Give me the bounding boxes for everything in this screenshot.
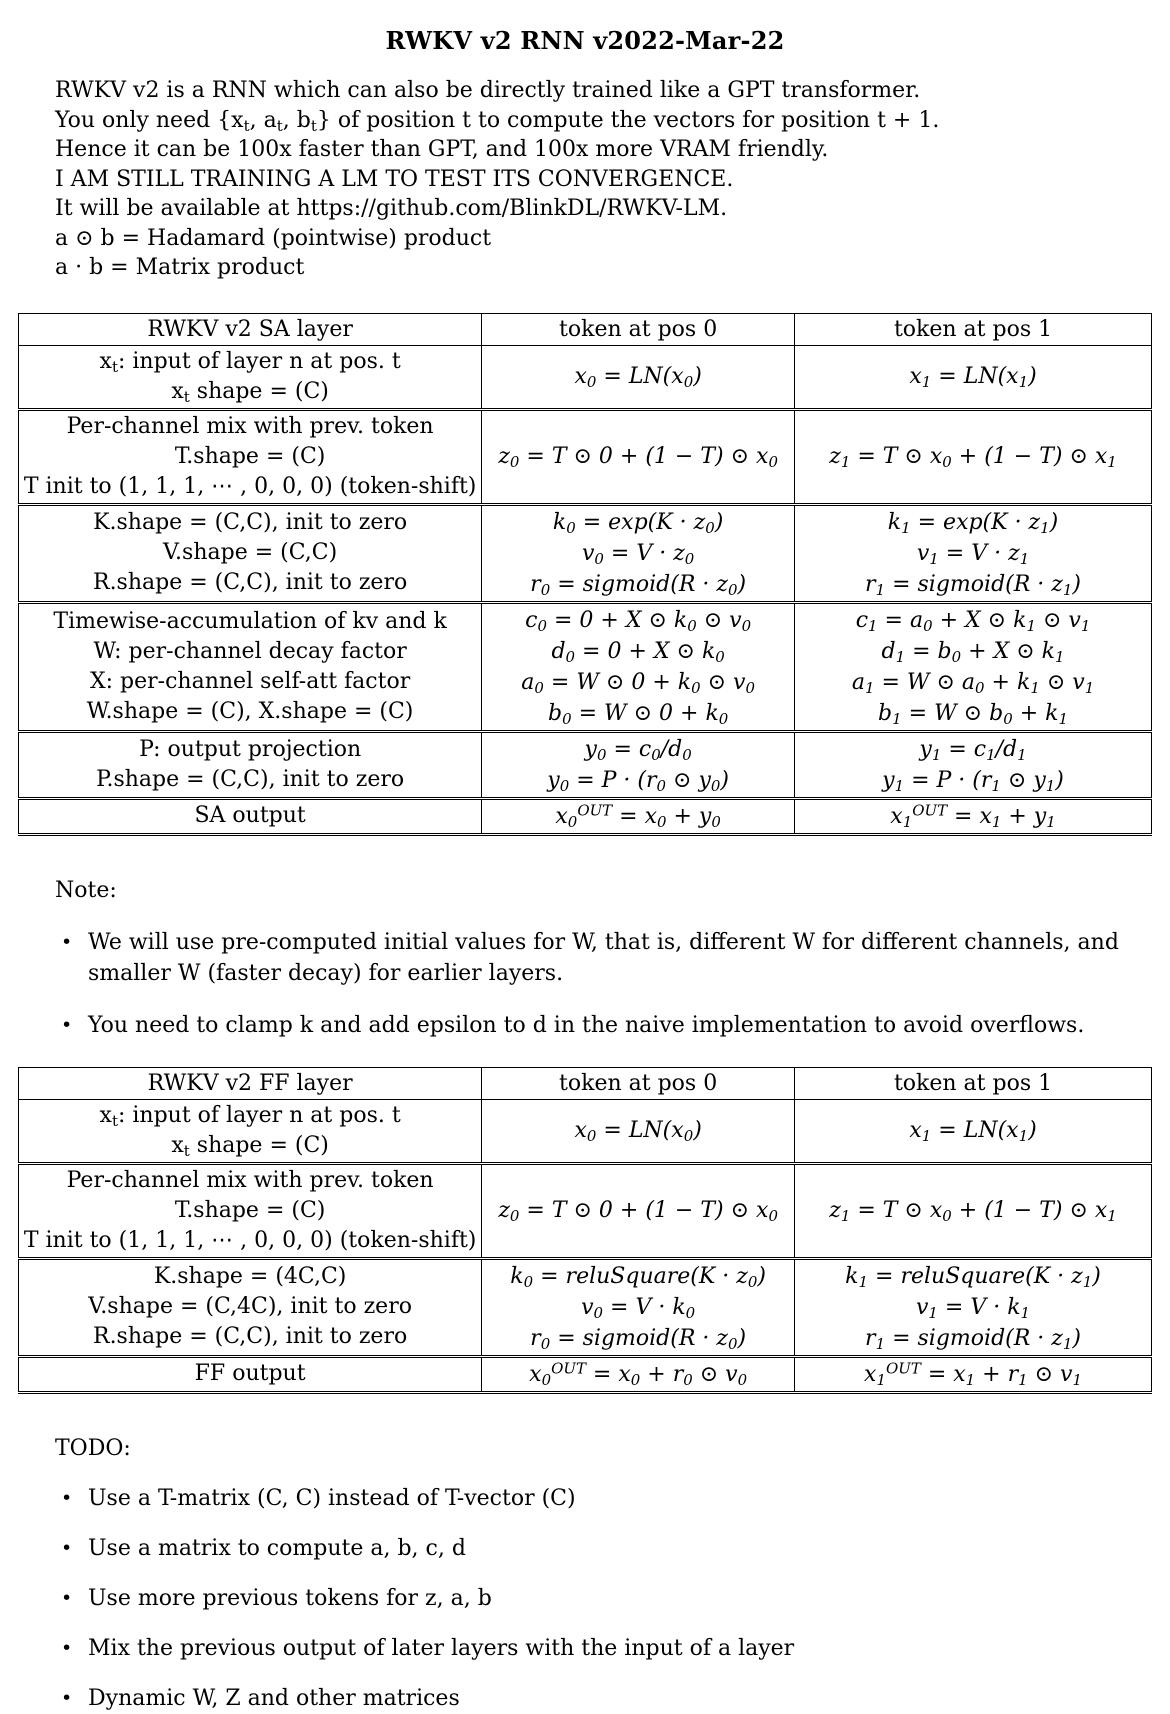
formula-cell	[482, 1163, 795, 1258]
header-cell-sa-layer: RWKV v2 SA layer	[19, 313, 482, 345]
formula-cell	[795, 409, 1152, 504]
formula-line: $a_1 = W$ ⊙ $a_0 + k_1$ ⊙ $v_1$	[851, 669, 1095, 697]
formula-line: $d_0 = 0 + X$ ⊙ $k_0$	[551, 638, 725, 666]
formula-line: $x_1^{OUT} = x_1 + y_1$	[890, 801, 1056, 831]
intro-line-matrix-def: a · b = Matrix product	[55, 255, 305, 280]
availability-text: It will be available at	[55, 196, 297, 221]
todo-bullet: • Use more previous tokens for z, a, b	[88, 1583, 1120, 1614]
desc-line: T init to (1, 1, 1, ⋯ , 0, 0, 0) (token-shift)	[23, 1227, 477, 1253]
formula-line: $k_0$ = reluSquare(K · $z_0$)	[510, 1263, 766, 1291]
formula-line: $v_0 = V \cdot z_0$	[581, 540, 695, 568]
desc-line: $x_t$ shape = (C)	[171, 378, 329, 406]
formula-line: $b_1 = W$ ⊙ $b_0 + k_1$	[878, 700, 1068, 728]
formula-line: $x_0 = LN(x_0)$	[574, 1118, 702, 1146]
todo-bullet: • Use a matrix to compute a, b, c, d	[88, 1533, 1120, 1564]
formula-line: $x_0^{OUT} = x_0 + y_0$	[555, 801, 721, 831]
desc-cell	[19, 345, 482, 409]
availability-period: .	[720, 196, 728, 221]
formula-line: $r_0$ = sigmoid(R · $z_0$)	[530, 1325, 747, 1353]
header-cell-pos1: token at pos 1	[795, 1067, 1152, 1099]
formula-line: $y_1 = P \cdot (r_1$ ⊙ $y_1$)	[882, 767, 1064, 795]
intro-line-hadamard-def: a ⊙ b = Hadamard (pointwise) product	[55, 225, 492, 251]
note-bullet: • We will use pre-computed initial values for W, that is, different W for different channels, and smaller W (faster decay) for earlier layers.	[88, 927, 1120, 989]
desc-line: Per-channel mix with prev. token	[66, 413, 434, 439]
desc-line: W: per-channel decay factor	[93, 638, 407, 664]
formula-line: $v_0 = V \cdot k_0$	[581, 1294, 696, 1322]
formula-line: $v_1 = V \cdot z_1$	[916, 540, 1030, 568]
formula-cell	[482, 1258, 795, 1356]
intro-paragraph	[55, 76, 1170, 283]
desc-line: P.shape = (C,C), init to zero	[96, 766, 405, 792]
desc-cell	[19, 1258, 482, 1356]
desc-line: R.shape = (C,C), init to zero	[93, 570, 408, 595]
note-bullet: • You need to clamp k and add epsilon to d in the naive implementation to avoid overflows.	[88, 1010, 1120, 1041]
formula-line: $c_1 = a_0 + X$ ⊙ $k_1$ ⊙ $v_1$	[855, 607, 1091, 635]
formula-cell	[482, 345, 795, 409]
formula-line: $d_1 = b_0 + X$ ⊙ $k_1$	[881, 638, 1065, 666]
intro-line: I AM STILL TRAINING A LM TO TEST ITS CONVERGENCE.	[55, 166, 734, 192]
header-cell-pos1: token at pos 1	[795, 313, 1152, 345]
formula-line: $x_1 = LN(x_1)$	[909, 364, 1037, 392]
desc-line: K.shape = (C,C), init to zero	[93, 510, 408, 535]
table-row-kvr	[19, 504, 1152, 602]
header-cell-pos0: token at pos 0	[482, 1067, 795, 1099]
formula-cell	[795, 1163, 1152, 1258]
table-header-row	[19, 313, 1152, 345]
formula-cell	[482, 409, 795, 504]
table-row-ff-output	[19, 1356, 1152, 1392]
table-row-token-mix	[19, 409, 1152, 504]
desc-cell	[19, 1163, 482, 1258]
desc-line: $x_t$: input of layer n at pos. t	[99, 348, 401, 376]
desc-line: T.shape = (C)	[174, 443, 326, 469]
formula-cell	[795, 731, 1152, 798]
formula-cell	[482, 504, 795, 602]
todo-list	[88, 1483, 1120, 1714]
formula-cell	[482, 731, 795, 798]
formula-line: $x_1 = LN(x_1)$	[909, 1118, 1037, 1146]
table-row-token-mix	[19, 1163, 1152, 1258]
desc-cell	[19, 409, 482, 504]
intro-line: Hence it can be 100x faster than GPT, and 100x more VRAM friendly.	[55, 137, 829, 162]
ff-layer-table	[18, 1067, 1152, 1394]
table-row-input	[19, 1099, 1152, 1163]
formula-cell	[795, 1356, 1152, 1392]
desc-line: Per-channel mix with prev. token	[66, 1167, 434, 1193]
intro-line: You only need {$x_t$, $a_t$, $b_t$} of position t to compute the vectors for position t + 1.	[55, 107, 940, 135]
formula-cell	[795, 1099, 1152, 1163]
formula-cell	[795, 798, 1152, 834]
table-header-row	[19, 1067, 1152, 1099]
todo-bullet: • Dynamic W, Z and other matrices	[88, 1683, 1120, 1714]
formula-cell	[482, 798, 795, 834]
desc-cell	[19, 602, 482, 731]
desc-line: X: per-channel self-att factor	[89, 668, 411, 694]
desc-line: R.shape = (C,C), init to zero	[93, 1324, 408, 1349]
desc-line: T init to (1, 1, 1, ⋯ , 0, 0, 0) (token-shift)	[23, 473, 477, 499]
desc-line: T.shape = (C)	[174, 1197, 326, 1223]
formula-line: $x_0^{OUT} = x_0 + r_0$ ⊙ $v_0$	[529, 1359, 748, 1389]
desc-cell	[19, 731, 482, 798]
formula-line: $y_0 = c_0/d_0$	[584, 736, 692, 764]
formula-line: $z_1 = T$ ⊙ $x_0 + (1 - T)$ ⊙ $x_1$	[829, 444, 1117, 472]
formula-cell	[795, 1258, 1152, 1356]
formula-line: $x_0 = LN(x_0)$	[574, 364, 702, 392]
formula-line: $y_1 = c_1/d_1$	[919, 736, 1027, 764]
desc-line: $x_t$: input of layer n at pos. t	[99, 1102, 401, 1130]
table-row-kvr	[19, 1258, 1152, 1356]
note-list	[88, 927, 1120, 1041]
formula-line: $r_1$ = sigmoid(R · $z_1$)	[865, 1325, 1081, 1353]
note-heading: Note:	[55, 877, 117, 903]
desc-line: Timewise-accumulation of kv and k	[53, 608, 447, 634]
todo-bullet: • Mix the previous output of later layers with the input of a layer	[88, 1633, 1120, 1664]
formula-cell	[795, 504, 1152, 602]
formula-line: $x_1^{OUT} = x_1 + r_1$ ⊙ $v_1$	[864, 1359, 1082, 1389]
table-row-timewise	[19, 602, 1152, 731]
desc-line: SA output	[194, 803, 306, 828]
desc-line: W.shape = (C), X.shape = (C)	[86, 698, 414, 724]
formula-line: $b_0 = W$ ⊙ $0 + k_0$	[547, 700, 729, 728]
desc-line: V.shape = (C,C)	[163, 540, 338, 565]
formula-line: $k_1$ = reluSquare(K · $z_1$)	[845, 1263, 1101, 1291]
formula-line: $z_1 = T$ ⊙ $x_0 + (1 - T)$ ⊙ $x_1$	[829, 1198, 1117, 1226]
formula-line: $k_1 = \exp(K \cdot z_1)$	[887, 509, 1059, 537]
desc-cell	[19, 504, 482, 602]
formula-line: $y_0 = P \cdot (r_0$ ⊙ $y_0$)	[547, 767, 729, 795]
intro-line-availability	[55, 194, 1170, 224]
intro-line: RWKV v2 is a RNN which can also be directly trained like a GPT transformer.	[55, 78, 921, 103]
formula-cell	[482, 602, 795, 731]
desc-cell	[19, 1356, 482, 1392]
formula-cell	[482, 1356, 795, 1392]
table-row-projection	[19, 731, 1152, 798]
formula-line: $r_0$ = sigmoid(R · $z_0$)	[530, 571, 747, 599]
page-title: RWKV v2 RNN v2022-Mar-22	[385, 26, 785, 55]
formula-line: $z_0 = T$ ⊙ 0 + (1 − T) ⊙ $x_0$	[498, 1198, 778, 1226]
header-cell-pos0: token at pos 0	[482, 313, 795, 345]
formula-cell	[795, 345, 1152, 409]
header-cell-ff-layer: RWKV v2 FF layer	[19, 1067, 482, 1099]
desc-cell	[19, 1099, 482, 1163]
desc-line: K.shape = (4C,C)	[153, 1264, 347, 1289]
formula-line: $z_0 = T$ ⊙ 0 + (1 − T) ⊙ $x_0$	[498, 444, 778, 472]
formula-line: $c_0 = 0 + X$ ⊙ $k_0$ ⊙ $v_0$	[525, 607, 752, 635]
formula-line: $r_1$ = sigmoid(R · $z_1$)	[865, 571, 1081, 599]
todo-bullet: • Use a T-matrix (C, C) instead of T-vector (C)	[88, 1483, 1120, 1514]
desc-line: V.shape = (C,4C), init to zero	[88, 1294, 412, 1319]
desc-line: P: output projection	[139, 736, 362, 762]
desc-line: FF output	[194, 1361, 306, 1386]
formula-line: $k_0 = \exp(K \cdot z_0)$	[552, 509, 724, 537]
formula-line: $a_0 = W$ ⊙ $0 + k_0$ ⊙ $v_0$	[521, 669, 755, 697]
github-url[interactable]: https://github.com/BlinkDL/RWKV-LM	[296, 196, 721, 221]
sa-layer-table	[18, 313, 1152, 836]
todo-heading: TODO:	[55, 1435, 131, 1461]
formula-cell	[795, 602, 1152, 731]
desc-cell	[19, 798, 482, 834]
table-row-sa-output	[19, 798, 1152, 834]
table-row-input	[19, 345, 1152, 409]
desc-line: $x_t$ shape = (C)	[171, 1132, 329, 1160]
formula-cell	[482, 1099, 795, 1163]
formula-line: $v_1 = V \cdot k_1$	[915, 1294, 1031, 1322]
